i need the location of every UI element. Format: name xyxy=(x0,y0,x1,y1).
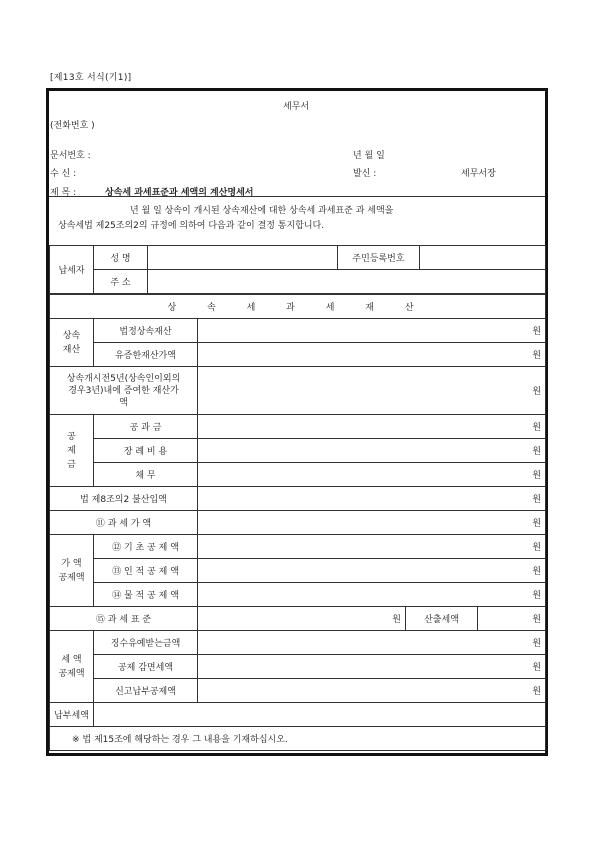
won-unit: 원 xyxy=(532,567,542,577)
deduction-group-label: 공 제 금 xyxy=(50,415,94,487)
basic-deduction-amount[interactable] xyxy=(198,535,546,559)
taxpayer-table xyxy=(49,245,546,294)
document-number-label: 문서번호 : xyxy=(50,151,91,161)
won-unit: 원 xyxy=(532,351,542,361)
resident-number-field[interactable] xyxy=(420,246,546,270)
collection-deferral-amount[interactable] xyxy=(198,631,546,655)
debt-label: 채 무 xyxy=(94,463,198,487)
computed-tax-amount[interactable] xyxy=(478,607,546,631)
legal-property-label: 법정상속재산 xyxy=(94,319,198,343)
self-report-deduction-amount[interactable] xyxy=(198,679,546,703)
taxable-value-amount[interactable] xyxy=(198,511,546,535)
collection-deferral-label: 징수유예받는금액 xyxy=(94,631,198,655)
resident-number-label: 주민등록번호 xyxy=(338,246,420,270)
won-unit: 원 xyxy=(532,663,542,673)
inherited-property-group-label: 상속 재산 xyxy=(50,319,94,367)
won-unit: 원 xyxy=(532,327,542,337)
credit-reduction-amount[interactable] xyxy=(198,655,546,679)
won-unit: 원 xyxy=(532,519,542,529)
phone-number-field: (전화번호 ) xyxy=(50,121,95,131)
subject-label: 제 목 : xyxy=(50,188,77,198)
recipient-label: 수 신 : xyxy=(50,169,77,179)
won-unit: 원 xyxy=(532,423,542,433)
inherited-property-title: 상 속 세 과 세 재 산 xyxy=(50,295,546,319)
property-deduction-label: ⑭ 물 적 공 제 액 xyxy=(94,583,198,607)
article8-exclusion-label: 법 제8조의2 불산입액 xyxy=(50,487,198,511)
value-deduction-group-label: 가 액 공제액 xyxy=(50,535,94,607)
computation-table xyxy=(49,294,546,751)
name-field[interactable] xyxy=(148,246,338,270)
won-unit: 원 xyxy=(532,615,542,625)
personal-deduction-label: ⑬ 인 적 공 제 액 xyxy=(94,559,198,583)
article8-exclusion-amount[interactable] xyxy=(198,487,546,511)
taxable-value-label: ⑪ 과 세 가 액 xyxy=(50,511,198,535)
debt-amount[interactable] xyxy=(198,463,546,487)
notice-body-line2: 상속세법 제25조의2의 규정에 의하여 다음과 같이 결정 통지합니다. xyxy=(58,221,325,231)
tax-credit-group-label: 세 액 공제액 xyxy=(50,631,94,703)
bequest-value-label: 유증한재산가액 xyxy=(94,343,198,367)
won-unit: 원 xyxy=(532,387,542,397)
sender-label: 발신 : xyxy=(353,169,377,179)
public-dues-amount[interactable] xyxy=(198,415,546,439)
computed-tax-label: 산출세액 xyxy=(406,607,478,631)
won-unit: 원 xyxy=(532,471,542,481)
payable-tax-amount[interactable] xyxy=(94,703,546,727)
funeral-expense-amount[interactable] xyxy=(198,439,546,463)
notice-body-line1: 년 월 일 상속이 개시된 상속재산에 대한 상속세 과세표준 과 세액을 xyxy=(130,206,394,216)
won-unit: 원 xyxy=(532,543,542,553)
personal-deduction-amount[interactable] xyxy=(198,559,546,583)
date-label: 년 월 일 xyxy=(353,151,385,161)
subject-title: 상속세 과세표준과 세액의 계산명세서 xyxy=(105,188,254,198)
sender-value: 세무서장 xyxy=(461,169,496,179)
footnote: ※ 법 제15조에 해당하는 경우 그 내용을 기재하십시오. xyxy=(50,727,546,751)
basic-deduction-label: ⑫ 기 초 공 제 액 xyxy=(94,535,198,559)
won-unit: 원 xyxy=(532,591,542,601)
credit-reduction-label: 공제 감면세액 xyxy=(94,655,198,679)
won-unit: 원 xyxy=(532,687,542,697)
pre-inheritance-gift-label: 상속개시전5년(상속인이외의 경우3년)내에 증여한 재산가 액 xyxy=(50,367,198,415)
tax-base-amount[interactable] xyxy=(198,607,406,631)
name-label: 성 명 xyxy=(94,246,148,270)
tax-office-title: 세무서 xyxy=(283,102,310,112)
tax-base-label: ⑮ 과 세 표 준 xyxy=(50,607,198,631)
header-divider xyxy=(49,196,545,197)
address-label: 주 소 xyxy=(94,270,148,294)
property-deduction-amount[interactable] xyxy=(198,583,546,607)
self-report-deduction-label: 신고납부공제액 xyxy=(94,679,198,703)
won-unit: 원 xyxy=(392,615,401,625)
taxpayer-section-label: 납세자 xyxy=(50,246,94,294)
won-unit: 원 xyxy=(532,447,542,457)
payable-tax-label: 납부세액 xyxy=(50,703,94,727)
form-header xyxy=(49,91,545,196)
pre-inheritance-gift-amount[interactable] xyxy=(198,367,546,415)
funeral-expense-label: 장 례 비 용 xyxy=(94,439,198,463)
legal-property-amount[interactable] xyxy=(198,319,546,343)
address-field[interactable] xyxy=(148,270,546,294)
won-unit: 원 xyxy=(532,495,542,505)
won-unit: 원 xyxy=(532,639,542,649)
form-number-label: [제13호 서식(기1)] xyxy=(50,73,132,83)
public-dues-label: 공 과 금 xyxy=(94,415,198,439)
bequest-value-amount[interactable] xyxy=(198,343,546,367)
